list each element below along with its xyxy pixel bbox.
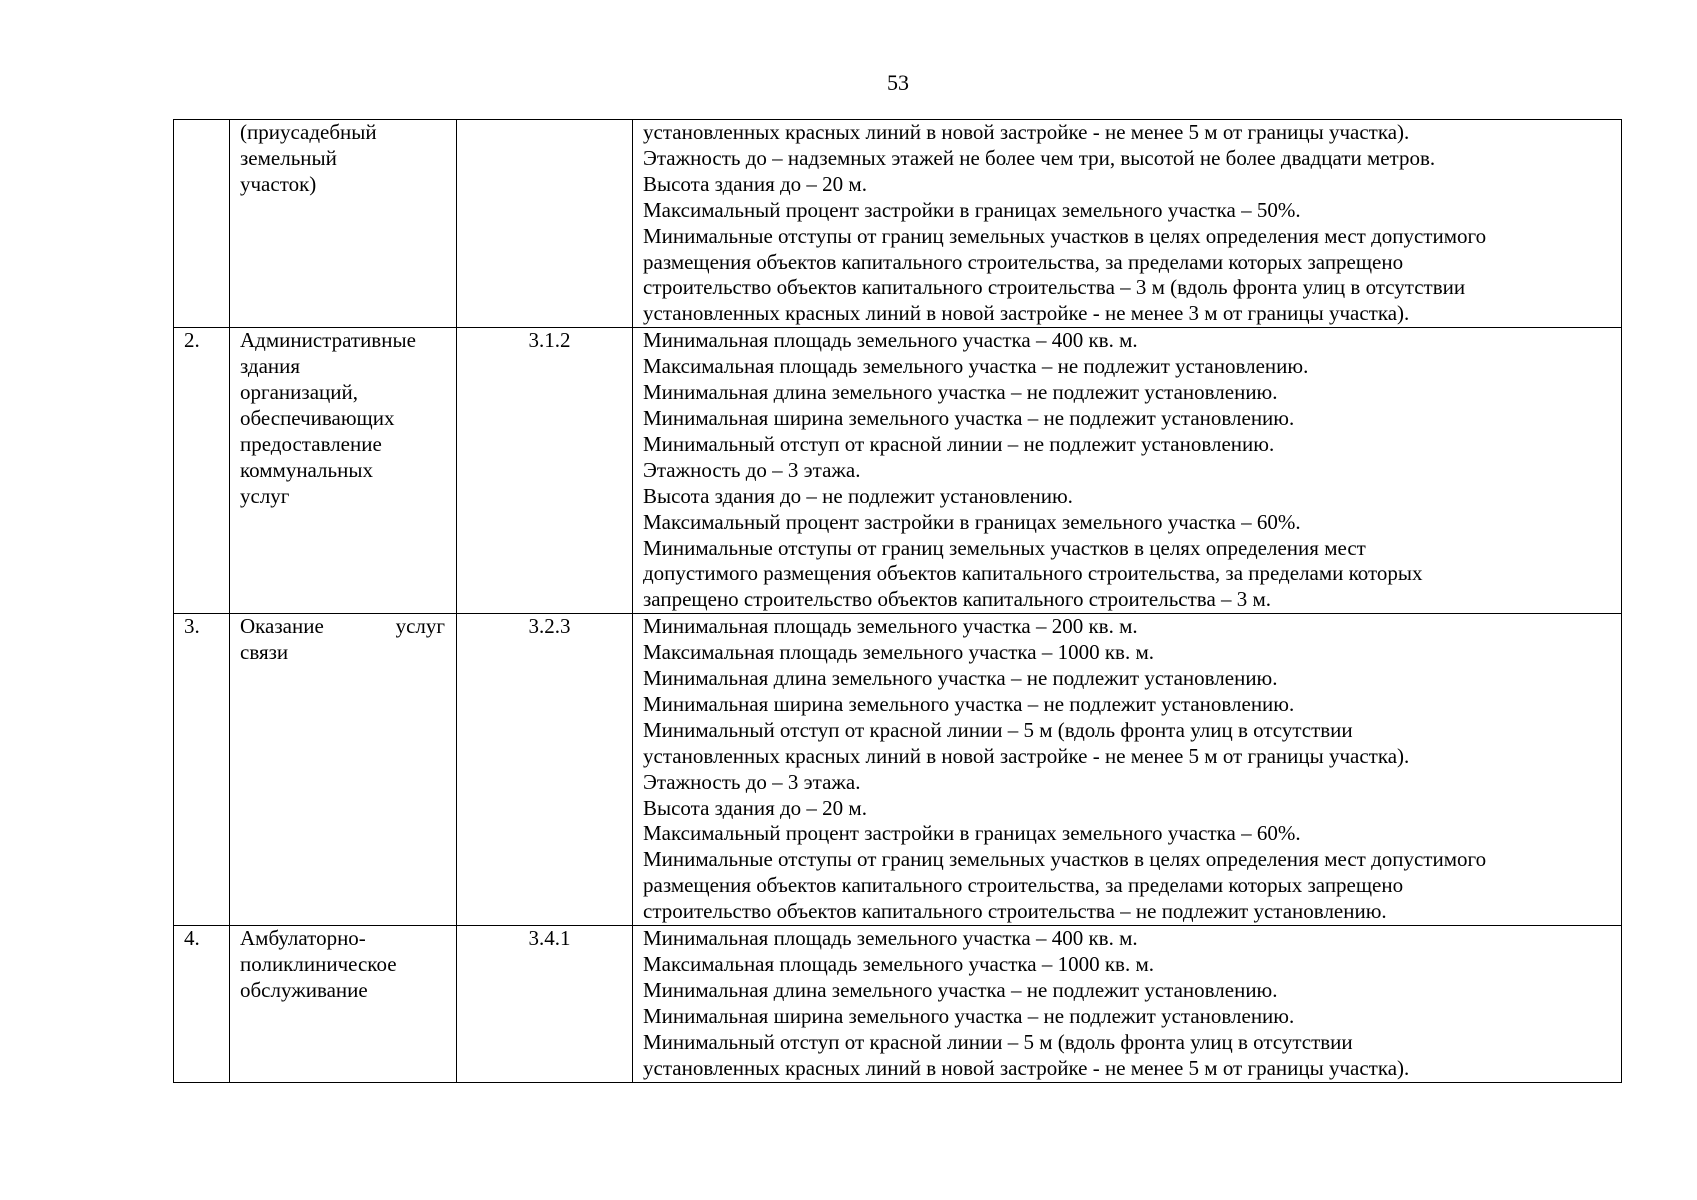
table-row	[174, 614, 1622, 926]
classifier-code-cell: 3.1.2	[457, 328, 633, 614]
land-use-name-line: услуг	[240, 483, 290, 508]
table-body	[174, 120, 1622, 1083]
land-use-name-line: поликлиническое	[240, 952, 397, 976]
parameter-line: Минимальная площадь земельного участка – 400 кв. м.	[643, 328, 1138, 353]
parameter-line: Минимальные отступы от границ земельных участков в целях определения мест	[643, 535, 1366, 560]
land-use-name-cell	[230, 614, 457, 926]
land-use-name-cell	[230, 120, 457, 328]
land-use-name-line: связи	[240, 640, 289, 665]
page-number: 53	[887, 70, 909, 95]
land-use-name-line: участок)	[240, 171, 317, 196]
parameter-line: Минимальный отступ от красной линии – 5 м (вдоль фронта улиц в отсутствии	[643, 1029, 1353, 1054]
land-use-name-line: обслуживание	[240, 977, 368, 1002]
row-number-cell	[174, 120, 230, 328]
classifier-code-cell	[457, 120, 633, 328]
parameter-line: Максимальный процент застройки в границах земельного участка – 50%.	[643, 197, 1301, 222]
parameter-line: Минимальная ширина земельного участка – не подлежит установлению.	[643, 405, 1295, 430]
parameter-line: размещения объектов капитального строительства, за пределами которых запрещено	[643, 873, 1404, 898]
land-use-name-line: Амбулаторно-	[240, 926, 366, 951]
land-use-name-line: коммунальных	[240, 457, 373, 482]
land-use-regulations-table	[173, 119, 1622, 1083]
parameter-line: Минимальная ширина земельного участка – не подлежит установлению.	[643, 691, 1295, 716]
parameter-line: Высота здания до – 20 м.	[643, 795, 867, 820]
parameter-line: установленных красных линий в новой застройке - не менее 3 м от границы участка).	[643, 301, 1410, 326]
land-use-name-cell	[230, 926, 457, 1082]
land-use-name-line: земельный	[240, 145, 337, 170]
land-use-name-line: организаций,	[240, 380, 358, 405]
parameter-line: Минимальная длина земельного участка – не подлежит установлению.	[643, 977, 1278, 1002]
classifier-code-cell: 3.4.1	[457, 926, 633, 1082]
land-use-name-line: Оказание услуг	[240, 614, 445, 639]
row-number-cell: 3.	[174, 614, 230, 926]
parameter-line: установленных красных линий в новой застройке - не менее 5 м от границы участка).	[643, 743, 1410, 768]
table-row	[174, 328, 1622, 614]
parameter-line: строительство объектов капитального строительства – не подлежит установлению.	[643, 899, 1387, 924]
parameter-line: Минимальная площадь земельного участка – 400 кв. м.	[643, 926, 1138, 951]
table-row	[174, 120, 1622, 328]
parameter-line: Максимальная площадь земельного участка – 1000 кв. м.	[643, 952, 1154, 976]
row-number-cell: 4.	[174, 926, 230, 1082]
parameter-line: Этажность до – надземных этажей не более чем три, высотой не более двадцати метров.	[643, 145, 1436, 170]
classifier-code-cell: 3.2.3	[457, 614, 633, 926]
row-number-cell: 2.	[174, 328, 230, 614]
parameter-line: допустимого размещения объектов капитального строительства, за пределами которых	[643, 561, 1423, 586]
parameter-line: установленных красных линий в новой застройке - не менее 5 м от границы участка).	[643, 1055, 1410, 1080]
land-use-name-line: Административные	[240, 328, 416, 353]
parameter-line: Высота здания до – не подлежит установлению.	[643, 483, 1073, 508]
parameter-line: размещения объектов капитального строительства, за пределами которых запрещено	[643, 249, 1404, 274]
land-use-name-line: предоставление	[240, 431, 382, 456]
parameters-cell	[633, 328, 1622, 614]
land-use-name-line: обеспечивающих	[240, 405, 395, 430]
parameters-cell	[633, 120, 1622, 328]
parameter-line: Минимальные отступы от границ земельных участков в целях определения мест допустимого	[643, 847, 1487, 872]
parameter-line: Минимальный отступ от красной линии – не подлежит установлению.	[643, 431, 1275, 456]
parameters-cell	[633, 926, 1622, 1082]
parameter-line: Максимальный процент застройки в границах земельного участка – 60%.	[643, 509, 1301, 534]
parameter-line: Минимальная ширина земельного участка – не подлежит установлению.	[643, 1003, 1295, 1028]
parameter-line: Минимальная длина земельного участка – не подлежит установлению.	[643, 380, 1278, 405]
parameter-line: Максимальный процент застройки в границах земельного участка – 60%.	[643, 821, 1301, 846]
parameter-line: Этажность до – 3 этажа.	[643, 457, 861, 482]
parameter-line: Высота здания до – 20 м.	[643, 171, 867, 196]
land-use-name-line: здания	[240, 354, 301, 379]
parameter-line: строительство объектов капитального строительства – 3 м (вдоль фронта улиц в отсутствии	[643, 275, 1466, 300]
parameter-line: Минимальные отступы от границ земельных участков в целях определения мест допустимого	[643, 223, 1487, 248]
parameter-line: запрещено строительство объектов капитального строительства – 3 м.	[643, 587, 1272, 612]
parameters-cell	[633, 614, 1622, 926]
table-row	[174, 926, 1622, 1082]
parameter-line: Минимальный отступ от красной линии – 5 м (вдоль фронта улиц в отсутствии	[643, 717, 1353, 742]
parameter-line: Максимальная площадь земельного участка – не подлежит установлению.	[643, 354, 1309, 379]
parameter-line: установленных красных линий в новой застройке - не менее 5 м от границы участка).	[643, 120, 1410, 144]
parameter-line: Максимальная площадь земельного участка – 1000 кв. м.	[643, 640, 1154, 665]
parameter-line: Этажность до – 3 этажа.	[643, 769, 861, 794]
parameter-line: Минимальная длина земельного участка – не подлежит установлению.	[643, 666, 1278, 691]
land-use-name-cell	[230, 328, 457, 614]
parameter-line: Минимальная площадь земельного участка – 200 кв. м.	[643, 614, 1138, 639]
land-use-name-line: (приусадебный	[240, 120, 377, 144]
